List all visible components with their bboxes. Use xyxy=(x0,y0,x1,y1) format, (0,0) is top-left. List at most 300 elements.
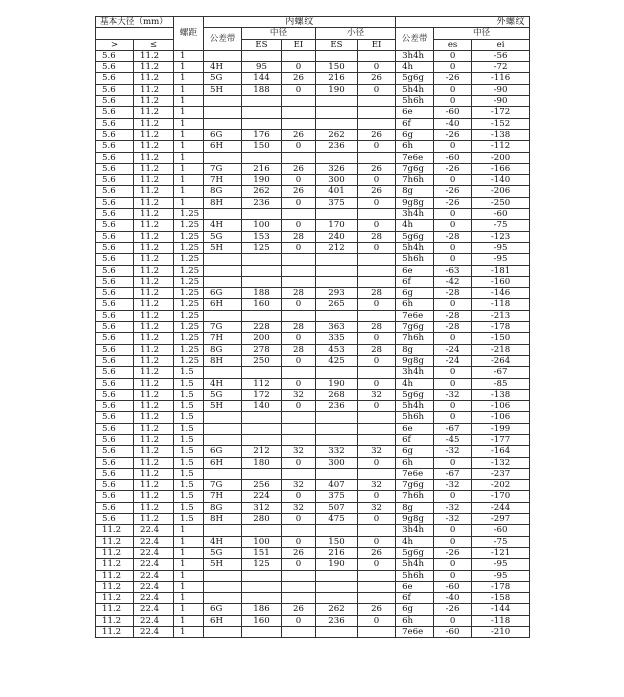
diameter-le-cell: 11.2 xyxy=(134,423,174,434)
external-tol-zone-cell: 7e6e xyxy=(396,310,434,321)
diameter-gt-cell: 5.6 xyxy=(96,423,134,434)
external-ei-cell: -106 xyxy=(472,401,530,412)
pitch-cell: 1.5 xyxy=(174,514,204,525)
internal-minor-es-cell: 425 xyxy=(316,355,358,366)
internal-pd-es-cell: 140 xyxy=(242,401,282,412)
internal-minor-ei-cell: 32 xyxy=(358,389,396,400)
internal-tol-zone-cell: 7G xyxy=(204,163,242,174)
diameter-le-cell: 11.2 xyxy=(134,73,174,84)
diameter-le-cell: 22.4 xyxy=(134,615,174,626)
internal-tol-zone-cell: 4H xyxy=(204,220,242,231)
diameter-gt-cell: 5.6 xyxy=(96,152,134,163)
external-es-cell: 0 xyxy=(434,401,472,412)
diameter-le-cell: 11.2 xyxy=(134,118,174,129)
external-ei-cell: -218 xyxy=(472,344,530,355)
internal-minor-es-cell xyxy=(316,254,358,265)
internal-tol-zone-cell xyxy=(204,254,242,265)
internal-tol-zone-cell: 5G xyxy=(204,547,242,558)
internal-minor-es-cell: 300 xyxy=(316,175,358,186)
internal-minor-es-cell: 375 xyxy=(316,491,358,502)
external-tol-zone-cell: 8g xyxy=(396,502,434,513)
external-ei-cell: -202 xyxy=(472,480,530,491)
internal-pd-ei-cell xyxy=(282,570,316,581)
internal-pd-es-cell: 112 xyxy=(242,378,282,389)
internal-minor-ei-cell xyxy=(358,276,396,287)
internal-minor-es-cell: 212 xyxy=(316,242,358,253)
pitch-cell: 1 xyxy=(174,163,204,174)
internal-tol-zone-cell: 7G xyxy=(204,322,242,333)
diameter-le-cell: 22.4 xyxy=(134,570,174,581)
internal-tol-zone-cell xyxy=(204,310,242,321)
external-ei-cell: -210 xyxy=(472,627,530,638)
internal-minor-es-cell: 407 xyxy=(316,480,358,491)
external-es-cell: -60 xyxy=(434,581,472,592)
diameter-gt-cell: 5.6 xyxy=(96,242,134,253)
pitch-cell: 1 xyxy=(174,141,204,152)
internal-pd-es-cell: 188 xyxy=(242,84,282,95)
external-ei-cell: -75 xyxy=(472,536,530,547)
internal-minor-es-cell xyxy=(316,276,358,287)
diameter-gt-cell: 5.6 xyxy=(96,299,134,310)
table-row xyxy=(96,604,530,615)
external-tol-zone-cell: 5h6h xyxy=(396,412,434,423)
internal-minor-ei-cell: 0 xyxy=(358,220,396,231)
external-tol-zone-cell: 7g6g xyxy=(396,163,434,174)
internal-tol-zone-cell: 7G xyxy=(204,480,242,491)
pitch-cell: 1 xyxy=(174,152,204,163)
pitch-cell: 1.5 xyxy=(174,389,204,400)
diameter-le-cell: 11.2 xyxy=(134,333,174,344)
internal-minor-ei-cell: 0 xyxy=(358,299,396,310)
external-tol-zone-cell: 6e xyxy=(396,423,434,434)
external-es-cell: -40 xyxy=(434,593,472,604)
internal-minor-es-cell: 236 xyxy=(316,615,358,626)
table-row xyxy=(96,434,530,445)
internal-pd-es-cell xyxy=(242,254,282,265)
internal-minor-es-cell: 265 xyxy=(316,299,358,310)
pitch-cell: 1.5 xyxy=(174,434,204,445)
external-es-cell: -32 xyxy=(434,480,472,491)
internal-pd-ei-cell xyxy=(282,265,316,276)
external-es-cell: 0 xyxy=(434,242,472,253)
external-es-cell: -24 xyxy=(434,344,472,355)
diameter-le-cell: 11.2 xyxy=(134,457,174,468)
internal-tol-zone-cell xyxy=(204,265,242,276)
diameter-le-cell: 11.2 xyxy=(134,434,174,445)
internal-minor-es-header: ES xyxy=(316,39,358,50)
external-ei-cell: -152 xyxy=(472,118,530,129)
internal-minor-ei-cell: 0 xyxy=(358,536,396,547)
internal-pd-ei-cell xyxy=(282,412,316,423)
external-ei-cell: -60 xyxy=(472,525,530,536)
diameter-gt-header: > xyxy=(96,39,134,50)
table-row xyxy=(96,344,530,355)
diameter-gt-cell: 5.6 xyxy=(96,457,134,468)
internal-minor-ei-header: EI xyxy=(358,39,396,50)
internal-pd-es-cell: 180 xyxy=(242,457,282,468)
internal-minor-ei-cell xyxy=(358,254,396,265)
pitch-cell: 1.25 xyxy=(174,276,204,287)
internal-minor-es-cell: 332 xyxy=(316,446,358,457)
pitch-cell: 1 xyxy=(174,84,204,95)
external-ei-cell: -297 xyxy=(472,514,530,525)
diameter-le-cell: 11.2 xyxy=(134,468,174,479)
diameter-gt-cell: 5.6 xyxy=(96,434,134,445)
internal-pd-es-cell: 212 xyxy=(242,446,282,457)
internal-minor-ei-cell: 28 xyxy=(358,231,396,242)
external-ei-cell: -206 xyxy=(472,186,530,197)
internal-minor-ei-cell: 0 xyxy=(358,242,396,253)
internal-minor-ei-cell: 32 xyxy=(358,480,396,491)
internal-pd-ei-cell: 0 xyxy=(282,514,316,525)
diameter-gt-cell: 11.2 xyxy=(96,627,134,638)
internal-pd-ei-cell xyxy=(282,367,316,378)
diameter-gt-cell: 5.6 xyxy=(96,502,134,513)
diameter-le-cell: 11.2 xyxy=(134,480,174,491)
internal-pd-ei-cell: 0 xyxy=(282,84,316,95)
external-ei-cell: -146 xyxy=(472,288,530,299)
internal-pd-es-cell xyxy=(242,50,282,61)
diameter-gt-cell: 5.6 xyxy=(96,220,134,231)
diameter-gt-cell: 5.6 xyxy=(96,209,134,220)
internal-minor-ei-cell xyxy=(358,468,396,479)
diameter-le-cell: 11.2 xyxy=(134,401,174,412)
diameter-gt-cell: 5.6 xyxy=(96,333,134,344)
external-es-cell: -45 xyxy=(434,434,472,445)
diameter-le-cell: 11.2 xyxy=(134,186,174,197)
internal-minor-es-cell xyxy=(316,468,358,479)
table-row xyxy=(96,118,530,129)
internal-minor-es-cell: 268 xyxy=(316,389,358,400)
external-ei-cell: -158 xyxy=(472,593,530,604)
external-es-cell: -40 xyxy=(434,118,472,129)
diameter-gt-cell: 11.2 xyxy=(96,525,134,536)
table-row xyxy=(96,265,530,276)
pitch-cell: 1.25 xyxy=(174,220,204,231)
internal-minor-ei-cell: 28 xyxy=(358,322,396,333)
internal-minor-es-cell: 293 xyxy=(316,288,358,299)
pitch-cell: 1 xyxy=(174,175,204,186)
external-es-cell: -32 xyxy=(434,502,472,513)
internal-minor-ei-cell xyxy=(358,152,396,163)
internal-minor-ei-cell xyxy=(358,265,396,276)
diameter-le-cell: 11.2 xyxy=(134,446,174,457)
pitch-cell: 1.25 xyxy=(174,288,204,299)
external-es-cell: 0 xyxy=(434,570,472,581)
table-row xyxy=(96,186,530,197)
diameter-gt-cell: 5.6 xyxy=(96,344,134,355)
internal-tol-zone-cell xyxy=(204,152,242,163)
internal-pd-ei-cell xyxy=(282,423,316,434)
internal-minor-es-cell: 190 xyxy=(316,378,358,389)
diameter-gt-cell: 11.2 xyxy=(96,604,134,615)
internal-minor-es-cell: 326 xyxy=(316,163,358,174)
internal-minor-es-cell xyxy=(316,525,358,536)
internal-minor-es-cell: 150 xyxy=(316,62,358,73)
internal-pd-es-cell: 100 xyxy=(242,536,282,547)
internal-pd-ei-cell xyxy=(282,254,316,265)
external-es-cell: -28 xyxy=(434,322,472,333)
internal-pd-es-cell xyxy=(242,107,282,118)
internal-pd-ei-cell: 0 xyxy=(282,491,316,502)
external-ei-cell: -106 xyxy=(472,412,530,423)
diameter-le-cell: 11.2 xyxy=(134,107,174,118)
internal-pd-es-cell: 125 xyxy=(242,559,282,570)
external-es-cell: 0 xyxy=(434,254,472,265)
internal-tol-zone-cell xyxy=(204,627,242,638)
internal-pd-ei-cell xyxy=(282,627,316,638)
table-row xyxy=(96,288,530,299)
internal-minor-ei-cell xyxy=(358,570,396,581)
external-tol-zone-cell: 5h4h xyxy=(396,401,434,412)
external-tol-zone-cell: 8g xyxy=(396,186,434,197)
internal-pd-es-cell xyxy=(242,525,282,536)
internal-tol-zone-cell xyxy=(204,118,242,129)
pitch-cell: 1.25 xyxy=(174,344,204,355)
pitch-cell: 1.5 xyxy=(174,412,204,423)
external-es-cell: 0 xyxy=(434,220,472,231)
external-ei-cell: -121 xyxy=(472,547,530,558)
internal-minor-es-cell xyxy=(316,423,358,434)
pitch-cell: 1 xyxy=(174,73,204,84)
internal-minor-es-cell: 170 xyxy=(316,220,358,231)
internal-pd-ei-cell xyxy=(282,209,316,220)
pitch-cell: 1 xyxy=(174,615,204,626)
table-row xyxy=(96,242,530,253)
internal-minor-ei-cell: 0 xyxy=(358,401,396,412)
external-ei-cell: -72 xyxy=(472,62,530,73)
external-tol-zone-cell: 5g6g xyxy=(396,389,434,400)
table-row xyxy=(96,220,530,231)
pitch-cell: 1 xyxy=(174,581,204,592)
external-es-cell: 0 xyxy=(434,412,472,423)
internal-pd-ei-cell: 32 xyxy=(282,389,316,400)
external-tol-zone-cell: 6h xyxy=(396,299,434,310)
internal-minor-es-cell: 475 xyxy=(316,514,358,525)
internal-pd-es-cell: 176 xyxy=(242,129,282,140)
internal-pd-es-cell: 160 xyxy=(242,299,282,310)
table-row xyxy=(96,276,530,287)
table-row xyxy=(96,378,530,389)
pitch-cell: 1.5 xyxy=(174,378,204,389)
internal-tol-zone-cell xyxy=(204,593,242,604)
diameter-gt-cell: 5.6 xyxy=(96,446,134,457)
external-tol-zone-cell: 6g xyxy=(396,129,434,140)
diameter-le-cell: 11.2 xyxy=(134,197,174,208)
internal-tol-zone-cell xyxy=(204,423,242,434)
internal-tol-zone-header: 公差带 xyxy=(204,28,242,51)
external-ei-cell: -116 xyxy=(472,73,530,84)
internal-minor-ei-cell xyxy=(358,50,396,61)
diameter-gt-cell: 5.6 xyxy=(96,265,134,276)
external-tol-zone-cell: 4h xyxy=(396,536,434,547)
diameter-le-cell: 11.2 xyxy=(134,152,174,163)
table-row xyxy=(96,62,530,73)
external-ei-cell: -250 xyxy=(472,197,530,208)
internal-minor-ei-cell xyxy=(358,209,396,220)
internal-minor-es-cell xyxy=(316,152,358,163)
internal-pd-ei-cell xyxy=(282,581,316,592)
diameter-gt-cell: 5.6 xyxy=(96,389,134,400)
internal-tol-zone-cell xyxy=(204,412,242,423)
internal-minor-es-cell: 216 xyxy=(316,547,358,558)
external-tol-zone-cell: 6g xyxy=(396,288,434,299)
external-ei-cell: -95 xyxy=(472,254,530,265)
pitch-cell: 1.25 xyxy=(174,209,204,220)
table-row xyxy=(96,389,530,400)
diameter-gt-cell: 5.6 xyxy=(96,367,134,378)
internal-tol-zone-cell: 5H xyxy=(204,559,242,570)
internal-tol-zone-cell xyxy=(204,581,242,592)
diameter-le-cell: 11.2 xyxy=(134,209,174,220)
diameter-gt-cell: 5.6 xyxy=(96,378,134,389)
table-row xyxy=(96,491,530,502)
external-es-cell: 0 xyxy=(434,457,472,468)
pitch-cell: 1.25 xyxy=(174,254,204,265)
internal-pd-es-cell: 216 xyxy=(242,163,282,174)
diameter-gt-cell: 5.6 xyxy=(96,141,134,152)
external-ei-cell: -178 xyxy=(472,581,530,592)
internal-minor-ei-cell xyxy=(358,423,396,434)
internal-pd-es-cell xyxy=(242,265,282,276)
internal-pd-es-cell xyxy=(242,423,282,434)
internal-minor-ei-cell xyxy=(358,310,396,321)
diameter-gt-cell: 5.6 xyxy=(96,175,134,186)
internal-pd-ei-cell xyxy=(282,96,316,107)
external-es-cell: -42 xyxy=(434,276,472,287)
table-row xyxy=(96,615,530,626)
internal-pd-es-header: ES xyxy=(242,39,282,50)
internal-minor-ei-cell xyxy=(358,525,396,536)
internal-pd-ei-cell xyxy=(282,276,316,287)
internal-tol-zone-cell: 6G xyxy=(204,446,242,457)
external-ei-cell: -170 xyxy=(472,491,530,502)
internal-pd-es-cell: 190 xyxy=(242,175,282,186)
external-es-cell: 0 xyxy=(434,615,472,626)
diameter-gt-cell: 11.2 xyxy=(96,581,134,592)
pitch-cell: 1 xyxy=(174,107,204,118)
diameter-gt-cell: 5.6 xyxy=(96,514,134,525)
internal-pd-es-cell xyxy=(242,152,282,163)
external-tol-zone-cell: 6h xyxy=(396,615,434,626)
pitch-cell: 1.5 xyxy=(174,480,204,491)
table-row xyxy=(96,254,530,265)
internal-tol-zone-cell xyxy=(204,570,242,581)
internal-minor-ei-cell: 0 xyxy=(358,615,396,626)
external-es-cell: -26 xyxy=(434,129,472,140)
internal-pd-es-cell: 172 xyxy=(242,389,282,400)
pitch-cell: 1.5 xyxy=(174,457,204,468)
external-tol-zone-cell: 4h xyxy=(396,220,434,231)
external-tol-zone-cell: 7g6g xyxy=(396,480,434,491)
external-tol-zone-cell: 6f xyxy=(396,276,434,287)
external-ei-cell: -150 xyxy=(472,333,530,344)
internal-minor-ei-cell xyxy=(358,96,396,107)
pitch-cell: 1.25 xyxy=(174,310,204,321)
external-thread-header: 外螺纹 xyxy=(396,17,530,28)
external-tol-zone-cell: 7h6h xyxy=(396,175,434,186)
diameter-gt-cell: 5.6 xyxy=(96,163,134,174)
external-es-cell: -32 xyxy=(434,446,472,457)
external-es-cell: -26 xyxy=(434,186,472,197)
external-tol-zone-cell: 7e6e xyxy=(396,627,434,638)
internal-tol-zone-cell: 8G xyxy=(204,186,242,197)
diameter-le-cell: 11.2 xyxy=(134,514,174,525)
internal-tol-zone-cell: 6G xyxy=(204,129,242,140)
internal-tol-zone-cell xyxy=(204,468,242,479)
external-es-cell: 0 xyxy=(434,62,472,73)
internal-minor-ei-cell xyxy=(358,118,396,129)
table-row xyxy=(96,446,530,457)
internal-pd-es-cell: 186 xyxy=(242,604,282,615)
diameter-gt-cell: 5.6 xyxy=(96,322,134,333)
internal-tol-zone-cell: 8G xyxy=(204,344,242,355)
diameter-le-cell: 11.2 xyxy=(134,491,174,502)
internal-pd-es-cell: 153 xyxy=(242,231,282,242)
internal-minor-es-cell: 190 xyxy=(316,84,358,95)
internal-pd-ei-cell: 0 xyxy=(282,220,316,231)
internal-minor-es-cell xyxy=(316,627,358,638)
diameter-gt-cell: 5.6 xyxy=(96,480,134,491)
internal-pd-es-cell: 150 xyxy=(242,141,282,152)
internal-minor-es-cell xyxy=(316,310,358,321)
internal-pd-es-cell: 200 xyxy=(242,333,282,344)
internal-minor-es-cell xyxy=(316,107,358,118)
pitch-cell: 1 xyxy=(174,525,204,536)
internal-minor-es-cell: 236 xyxy=(316,401,358,412)
external-es-cell: -32 xyxy=(434,389,472,400)
external-ei-cell: -75 xyxy=(472,220,530,231)
diameter-le-cell: 11.2 xyxy=(134,129,174,140)
internal-pd-ei-cell: 26 xyxy=(282,129,316,140)
internal-tol-zone-cell: 8G xyxy=(204,502,242,513)
external-tol-zone-cell: 5g6g xyxy=(396,547,434,558)
internal-minor-es-cell: 335 xyxy=(316,333,358,344)
internal-pd-es-cell: 312 xyxy=(242,502,282,513)
external-tol-zone-cell: 3h4h xyxy=(396,209,434,220)
external-es-cell: -67 xyxy=(434,468,472,479)
internal-minor-es-cell: 262 xyxy=(316,604,358,615)
internal-pd-es-cell xyxy=(242,468,282,479)
internal-minor-es-cell xyxy=(316,118,358,129)
internal-tol-zone-cell: 6H xyxy=(204,457,242,468)
diameter-gt-cell: 5.6 xyxy=(96,355,134,366)
diameter-le-cell: 11.2 xyxy=(134,242,174,253)
internal-pd-ei-cell: 28 xyxy=(282,288,316,299)
pitch-cell: 1.5 xyxy=(174,491,204,502)
external-es-cell: -26 xyxy=(434,547,472,558)
external-es-cell: -24 xyxy=(434,355,472,366)
diameter-le-cell: 11.2 xyxy=(134,141,174,152)
internal-tol-zone-cell: 7H xyxy=(204,333,242,344)
internal-pd-ei-cell: 0 xyxy=(282,141,316,152)
external-ei-cell: -95 xyxy=(472,570,530,581)
internal-pd-es-cell: 95 xyxy=(242,62,282,73)
external-es-cell: -32 xyxy=(434,514,472,525)
internal-pd-ei-cell: 28 xyxy=(282,344,316,355)
internal-tol-zone-cell xyxy=(204,276,242,287)
diameter-gt-cell: 5.6 xyxy=(96,412,134,423)
table-row xyxy=(96,73,530,84)
external-es-header: es xyxy=(434,39,472,50)
external-tol-zone-cell: 3h4h xyxy=(396,367,434,378)
internal-minor-ei-cell: 0 xyxy=(358,84,396,95)
internal-pd-es-cell: 236 xyxy=(242,197,282,208)
internal-tol-zone-cell: 6H xyxy=(204,615,242,626)
internal-tol-zone-cell: 5G xyxy=(204,73,242,84)
external-es-cell: 0 xyxy=(434,491,472,502)
internal-tol-zone-cell: 4H xyxy=(204,378,242,389)
